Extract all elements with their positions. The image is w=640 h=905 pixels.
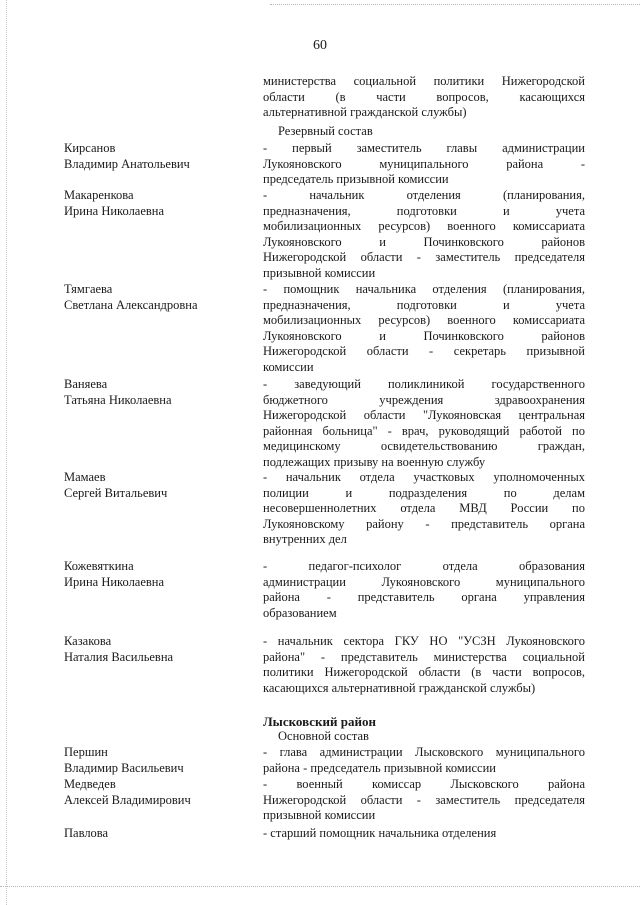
member-surname: Мамаев xyxy=(64,470,106,484)
member-given-name: Ирина Николаевна xyxy=(64,574,165,589)
member-name xyxy=(64,777,249,808)
main-composition-heading: Основной состав xyxy=(278,729,369,743)
text-line: призывной комиссии xyxy=(263,265,376,280)
member-given-name: Сергей Витальевич xyxy=(64,485,168,500)
member-surname: Ваняева xyxy=(64,377,108,391)
member-surname: Першин xyxy=(64,745,108,759)
page-number: 60 xyxy=(313,38,327,53)
member-role-description xyxy=(263,141,585,188)
member-name xyxy=(64,188,249,219)
member-role-description xyxy=(263,826,585,842)
text-line: Лукояновского муниципального района - xyxy=(263,156,585,171)
text-line: политики Нижегородской области (в части вопросов, xyxy=(263,665,585,680)
scan-edge-bottom xyxy=(0,886,640,887)
text-line: - помощник начальника отделения (планирования, xyxy=(263,282,585,296)
member-name xyxy=(64,141,249,172)
text-line: Нижегородской области - заместитель председателя xyxy=(263,250,585,265)
member-role-description xyxy=(263,470,585,548)
member-surname: Кожевяткина xyxy=(64,559,134,573)
text-line: несовершеннолетних отдела МВД России по xyxy=(263,501,585,516)
continuation-text xyxy=(263,74,585,121)
text-line: бюджетного учреждения здравоохранения xyxy=(263,392,585,407)
text-line: медицинскому освидетельствованию граждан, xyxy=(263,439,585,454)
text-line: - педагог-психолог отдела образования xyxy=(263,559,585,573)
member-given-name: Татьяна Николаевна xyxy=(64,392,172,407)
member-given-name: Ирина Николаевна xyxy=(64,203,165,218)
member-name xyxy=(64,559,249,590)
text-line: Нижегородской области - секретарь призывной xyxy=(263,344,585,359)
member-surname: Медведев xyxy=(64,777,116,791)
reserve-composition-heading: Резервный состав xyxy=(278,124,373,138)
scan-edge-top xyxy=(270,4,640,5)
district-heading: Лысковский район xyxy=(263,714,376,729)
text-line: администрации Лукояновского муниципального xyxy=(263,574,585,589)
text-line: района" - представитель министерства социальной xyxy=(263,649,585,664)
text-line: комиссии xyxy=(263,359,314,374)
member-role-description xyxy=(263,559,585,621)
member-role-description xyxy=(263,188,585,282)
text-line: района - председатель призывной комиссии xyxy=(263,760,496,775)
member-role-description xyxy=(263,634,585,696)
member-given-name: Алексей Владимирович xyxy=(64,792,191,807)
text-line: Нижегородской области "Лукояновская центральная xyxy=(263,408,585,423)
member-name xyxy=(64,282,249,313)
text-line: полиции и подразделения по делам xyxy=(263,485,585,500)
text-line: предназначения, подготовки и учета xyxy=(263,297,585,312)
text-line: района - представитель органа управления xyxy=(263,590,585,605)
text-line: альтернативной гражданской службы) xyxy=(263,105,467,120)
member-name xyxy=(64,634,249,665)
text-line: образованием xyxy=(263,605,337,620)
text-line: районная больница" - врач, руководящий работой по xyxy=(263,423,585,438)
text-line: - первый заместитель главы администрации xyxy=(263,141,585,155)
text-line: - заведующий поликлиникой государственного xyxy=(263,377,585,391)
member-role-description xyxy=(263,745,585,776)
member-name xyxy=(64,745,249,776)
text-line: - начальник сектора ГКУ НО "УСЗН Лукояновского xyxy=(263,634,585,648)
member-surname: Павлова xyxy=(64,826,109,840)
member-role-description xyxy=(263,777,585,824)
text-line: предназначения, подготовки и учета xyxy=(263,203,585,218)
text-line: - старший помощник начальника отделения xyxy=(263,826,497,840)
text-line: - военный комиссар Лысковского района xyxy=(263,777,585,791)
member-surname: Тямгаева xyxy=(64,282,113,296)
member-name xyxy=(64,470,249,501)
text-line: министерства социальной политики Нижегородской xyxy=(263,74,585,88)
text-line: мобилизационных ресурсов) военного комиссариата xyxy=(263,219,585,234)
member-name xyxy=(64,377,249,408)
member-given-name: Наталия Васильевна xyxy=(64,649,174,664)
member-surname: Казакова xyxy=(64,634,112,648)
text-line: - начальник отделения (планирования, xyxy=(263,188,585,202)
text-line: мобилизационных ресурсов) военного комиссариата xyxy=(263,313,585,328)
text-line: Лукояновского и Починковского районов xyxy=(263,328,585,343)
text-line: внутренних дел xyxy=(263,532,347,547)
text-line: - глава администрации Лысковского муниципального xyxy=(263,745,585,759)
text-line: - начальник отдела участковых уполномоченных xyxy=(263,470,585,484)
text-line: председатель призывной комиссии xyxy=(263,172,449,187)
text-line: Лукояновскому району - представитель органа xyxy=(263,516,585,531)
text-line: области (в части вопросов, касающихся xyxy=(263,89,585,104)
scan-edge-left xyxy=(6,0,7,905)
text-line: подлежащих призыву на военную службу xyxy=(263,454,486,469)
member-surname: Кирсанов xyxy=(64,141,116,155)
member-given-name: Владимир Анатольевич xyxy=(64,156,190,171)
member-name xyxy=(64,826,249,842)
text-line: призывной комиссии xyxy=(263,808,376,823)
member-role-description xyxy=(263,377,585,471)
text-line: касающихся альтернативной гражданской службы) xyxy=(263,680,536,695)
member-surname: Макаренкова xyxy=(64,188,134,202)
text-line: Лукояновского и Починковского районов xyxy=(263,234,585,249)
member-role-description xyxy=(263,282,585,376)
member-given-name: Светлана Александровна xyxy=(64,297,198,312)
text-line: Нижегородской области - заместитель председателя xyxy=(263,792,585,807)
member-given-name: Владимир Васильевич xyxy=(64,760,184,775)
